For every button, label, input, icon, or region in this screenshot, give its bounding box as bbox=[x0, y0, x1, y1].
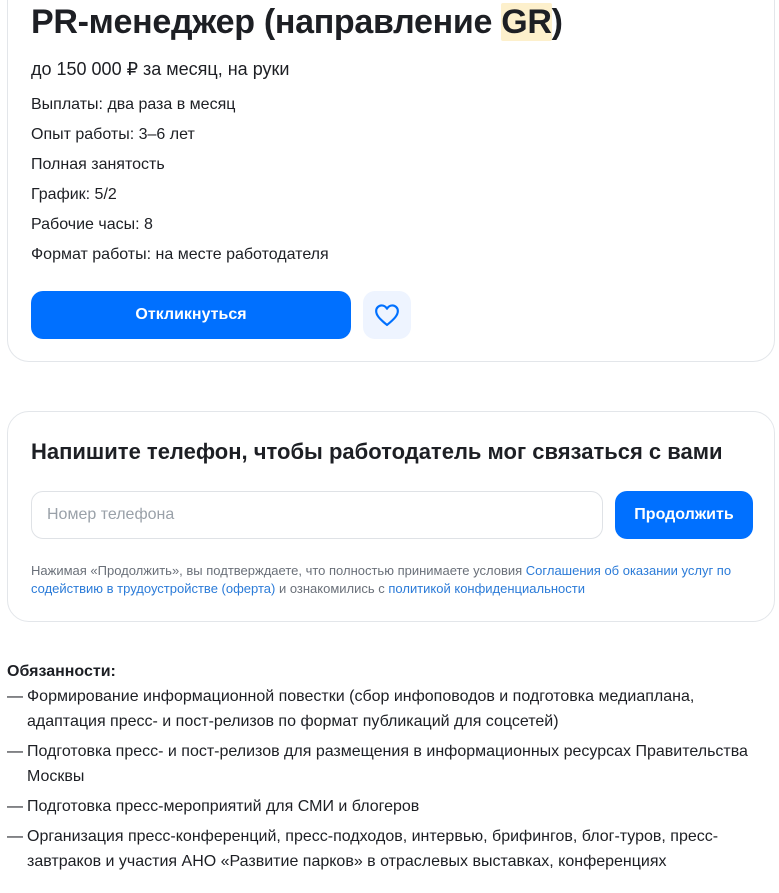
vacancy-title-text: PR-менеджер (направление bbox=[31, 3, 502, 41]
legal-prefix: Нажимая «Продолжить», вы подтверждаете, что полностью принимаете условия bbox=[31, 563, 526, 578]
list-item: — Подготовка пресс-мероприятий для СМИ и блогеров bbox=[7, 794, 775, 819]
duties-list bbox=[7, 684, 775, 879]
vacancy-title bbox=[31, 2, 563, 42]
privacy-policy-link[interactable]: политикой конфиденциальности bbox=[388, 581, 585, 596]
phone-form-title: Напишите телефон, чтобы работодатель мог связаться с вами bbox=[31, 439, 723, 464]
vacancy-facts bbox=[31, 95, 329, 275]
favorite-button[interactable] bbox=[363, 291, 411, 339]
bottom-fade bbox=[0, 884, 779, 893]
salary: до 150 000 ₽ за месяц, на руки bbox=[31, 59, 290, 79]
legal-middle: и ознакомились с bbox=[275, 581, 389, 596]
continue-button[interactable]: Продолжить bbox=[615, 491, 753, 539]
fact-hours: Рабочие часы: 8 bbox=[31, 216, 153, 233]
list-item: — Формирование информационной повестки (сбор инфоповодов и подготовка медиаплана, адаптация пресс- и пост-релизов по формат публикаций для соцсетей) bbox=[7, 684, 775, 734]
legal-notice bbox=[31, 562, 751, 598]
duties-title: Обязанности: bbox=[7, 663, 116, 680]
list-item: — Организация пресс-конференций, пресс-подходов, интервью, брифингов, блог-туров, пресс-завтраков и участия АНО «Развитие парков» в отраслевых выставках, конференциях bbox=[7, 824, 775, 874]
heart-icon bbox=[374, 303, 400, 327]
fact-experience: Опыт работы: 3–6 лет bbox=[31, 126, 195, 143]
vacancy-title-highlight: GR bbox=[501, 3, 552, 41]
apply-button[interactable]: Откликнуться bbox=[31, 291, 351, 339]
fact-payments: Выплаты: два раза в месяц bbox=[31, 96, 236, 113]
fact-schedule: График: 5/2 bbox=[31, 186, 117, 203]
phone-input[interactable] bbox=[31, 491, 603, 539]
vacancy-title-end: ) bbox=[551, 3, 563, 41]
list-item: — Подготовка пресс- и пост-релизов для размещения в информационных ресурсах Правительства Москвы bbox=[7, 739, 775, 789]
fact-work-format: Формат работы: на месте работодателя bbox=[31, 246, 329, 263]
offer-agreement-link[interactable]: Соглашения об оказании услуг по содействию в трудоустройстве (оферта) bbox=[31, 563, 732, 596]
fact-employment: Полная занятость bbox=[31, 156, 165, 173]
